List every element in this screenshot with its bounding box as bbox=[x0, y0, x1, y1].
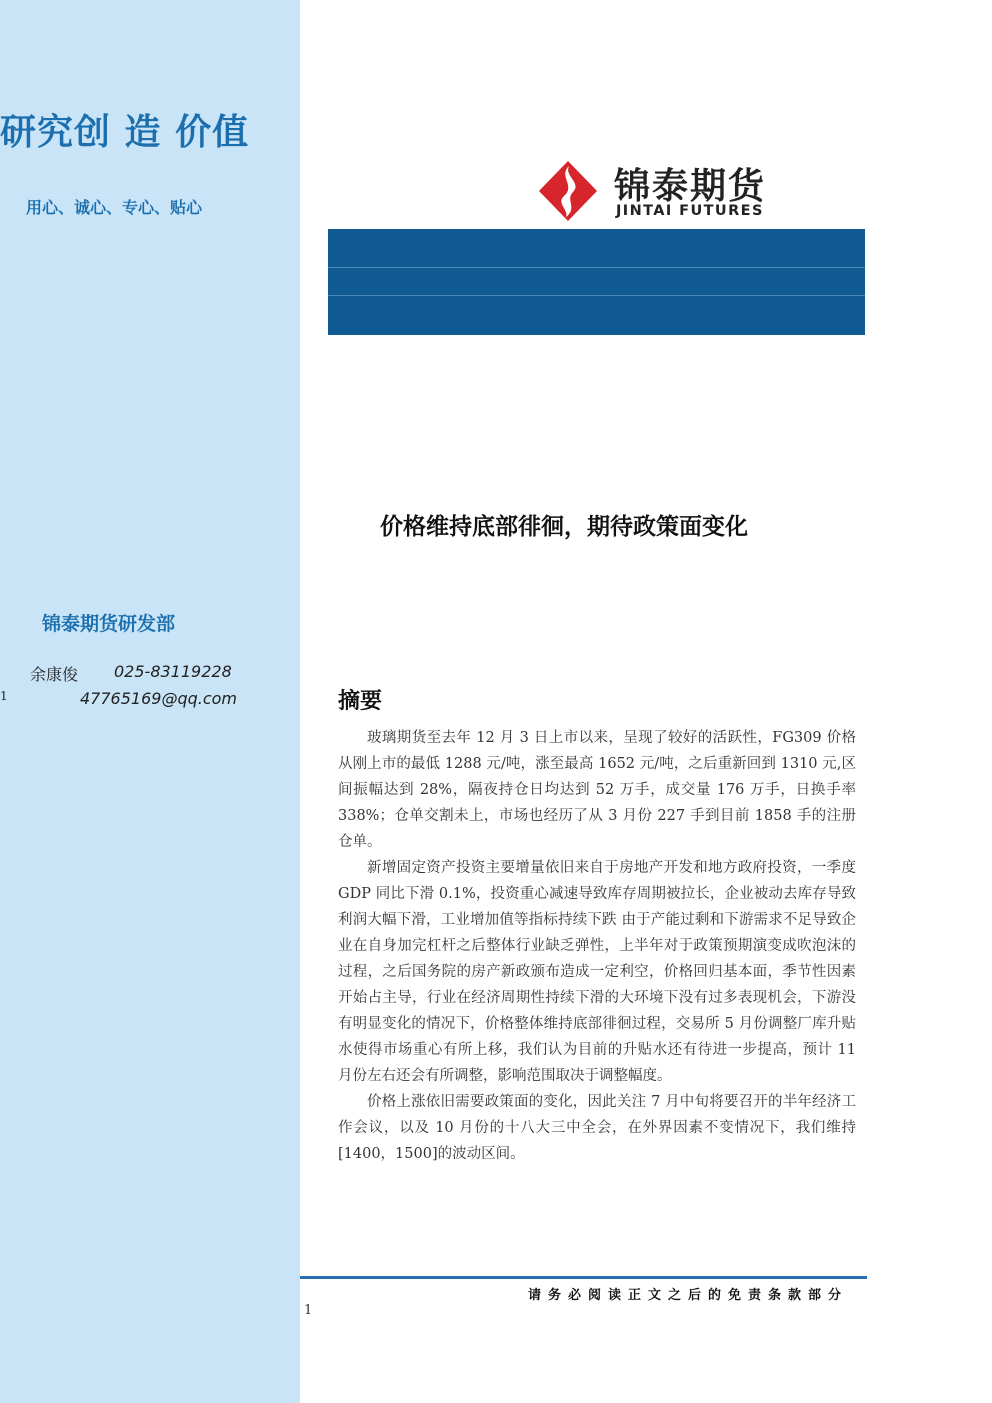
email-label-fragment: 1 bbox=[0, 689, 8, 703]
jintai-diamond-icon bbox=[538, 160, 598, 222]
banner-divider bbox=[328, 295, 865, 296]
analyst-email: 47765169@qq.com bbox=[80, 689, 238, 708]
logo-chinese-text: 锦泰期货 bbox=[614, 166, 767, 207]
analyst-phone: 025-83119228 bbox=[114, 662, 232, 681]
disclaimer-note: 请务必阅读正文之后的免责条款部分 bbox=[528, 1288, 849, 1303]
slogan: 研究创 造 价值 bbox=[0, 112, 250, 153]
report-title: 价格维持底部徘徊，期待政策面变化 bbox=[380, 513, 748, 540]
banner-divider bbox=[328, 267, 865, 268]
page-number: 1 bbox=[304, 1303, 313, 1318]
abstract-paragraph: 玻璃期货至去年 12 月 3 日上市以来，呈现了较好的活跃性，FG309 价格从刚上市的最低 1288 元/吨，涨至最高 1652 元/吨，之后重新回到 1310 元,区间振幅达到 28%，隔夜持仓日均达到 52 万手，成交量 176 万手，日换手率 338%；仓单交割未上，市场也经历了从 3 月份 227 手到目前 1858 手的注册仓单。 bbox=[338, 730, 856, 850]
abstract-paragraph: 价格上涨依旧需要政策面的变化，因此关注 7 月中旬将要召开的半年经济工作会议，以及 10 月份的十八大三中全会，在外界因素不变情况下，我们维持[1400，1500]的波动区间。 bbox=[338, 1094, 856, 1162]
company-logo bbox=[538, 156, 788, 228]
motto: 用心、诚心、专心、贴心 bbox=[26, 198, 203, 217]
analyst-name: 余康俊 bbox=[30, 665, 79, 684]
logo-english-text: JINTAI FUTURES bbox=[616, 203, 764, 219]
abstract-heading: 摘要 bbox=[338, 688, 383, 714]
footer-divider bbox=[300, 1276, 867, 1279]
abstract-paragraph: 新增固定资产投资主要增量依旧来自于房地产开发和地方政府投资，一季度 GDP 同比下滑 0.1%，投资重心减速导致库存周期被拉长，企业被动去库存导致利润大幅下滑，工业增加值等指标持续下跌 由于产能过剩和下游需求不足导致企业在自身加完杠杆之后整体行业缺乏弹性，上半年对于政策预期演变成吹泡沫的过程，之后国务院的房产新政颁布造成一定利空，价格回归基本面，季节性因素开始占主导，行业在经济周期性持续下滑的大环境下没有过多表现机会，下游没有明显变化的情况下，价格整体维持底部徘徊过程，交易所 5 月份调整厂库升贴水使得市场重心有所上移，我们认为目前的升贴水还有待进一步提高，预计 11 月份左右还会有所调整，影响范围取决于调整幅度。 bbox=[338, 860, 856, 1084]
header-banner bbox=[328, 229, 865, 335]
department-name: 锦泰期货研发部 bbox=[42, 613, 176, 635]
abstract-body bbox=[338, 725, 856, 1167]
